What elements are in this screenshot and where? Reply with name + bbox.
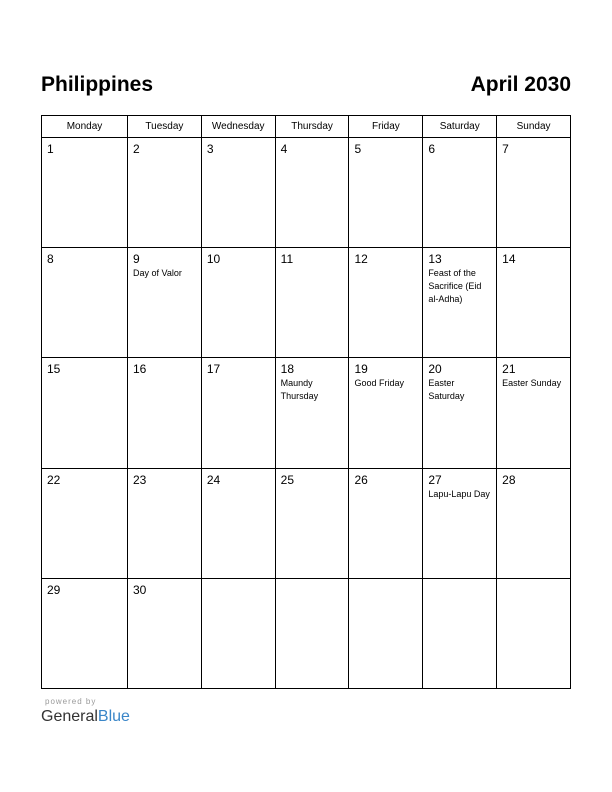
holiday-label: Day of Valor <box>133 268 182 279</box>
weekday-monday: Monday <box>42 116 128 138</box>
day-cell <box>42 248 128 358</box>
day-number: 29 <box>47 582 61 597</box>
day-cell <box>128 358 202 468</box>
holiday-label: Easter Sunday <box>502 378 562 389</box>
calendar-grid <box>41 115 571 689</box>
day-number: 14 <box>502 252 516 267</box>
day-cell <box>497 468 571 578</box>
day-number: 26 <box>354 472 368 487</box>
day-number: 20 <box>428 362 442 377</box>
month-title: April 2030 <box>470 73 571 96</box>
day-number: 6 <box>428 142 435 156</box>
day-number: 15 <box>47 362 61 377</box>
day-number: 1 <box>47 142 54 156</box>
day-cell <box>497 138 571 248</box>
day-number: 9 <box>133 252 140 267</box>
day-cell <box>423 358 497 468</box>
day-cell <box>349 248 423 358</box>
day-cell <box>275 138 349 248</box>
day-cell <box>42 358 128 468</box>
day-cell <box>128 138 202 248</box>
week-row <box>42 468 571 578</box>
calendar-header <box>41 70 571 100</box>
day-number: 30 <box>133 582 147 597</box>
day-cell <box>497 578 571 688</box>
day-number: 3 <box>206 142 214 156</box>
day-cell <box>423 248 497 358</box>
day-number: 25 <box>280 472 295 487</box>
day-number: 16 <box>133 362 147 377</box>
weekday-sunday: Sunday <box>497 116 571 138</box>
day-number: 7 <box>502 142 509 156</box>
weekday-saturday: Saturday <box>423 116 497 138</box>
holiday-label: Maundy Thursday <box>280 378 319 402</box>
weekday-header-row <box>42 116 571 138</box>
day-number: 12 <box>354 252 368 267</box>
day-cell <box>349 578 423 688</box>
day-cell <box>128 248 202 358</box>
day-cell <box>201 578 275 688</box>
day-cell <box>42 468 128 578</box>
day-cell <box>42 138 128 248</box>
day-number: 5 <box>354 142 362 156</box>
calendar-body <box>42 138 571 689</box>
day-number: 28 <box>502 472 516 487</box>
day-number: 18 <box>280 362 295 377</box>
day-number: 2 <box>133 142 140 156</box>
generalblue-logo <box>41 708 130 726</box>
footer-branding <box>41 697 130 726</box>
weekday-tuesday: Tuesday <box>128 116 202 138</box>
day-cell <box>201 468 275 578</box>
brand-general-text: General <box>41 708 98 725</box>
day-cell <box>275 248 349 358</box>
country-title: Philippines <box>41 73 154 96</box>
brand-blue-text: Blue <box>97 708 130 725</box>
day-number: 13 <box>428 252 442 267</box>
week-row <box>42 358 571 468</box>
day-cell <box>349 468 423 578</box>
day-cell <box>128 578 202 688</box>
powered-by-text: powered by <box>45 697 97 706</box>
day-cell <box>201 358 275 468</box>
day-cell <box>423 138 497 248</box>
weekday-friday: Friday <box>349 116 423 138</box>
day-number: 11 <box>280 252 294 267</box>
week-row <box>42 138 571 248</box>
day-cell <box>275 578 349 688</box>
day-cell <box>275 468 349 578</box>
day-number: 21 <box>502 362 516 377</box>
day-cell <box>201 248 275 358</box>
day-number: 22 <box>47 472 61 487</box>
week-row <box>42 248 571 358</box>
day-number: 19 <box>354 362 368 377</box>
day-number: 4 <box>280 142 288 156</box>
day-number: 8 <box>47 252 54 267</box>
week-row <box>42 578 571 688</box>
day-cell <box>497 248 571 358</box>
day-cell <box>349 358 423 468</box>
day-cell <box>497 358 571 468</box>
day-cell <box>423 578 497 688</box>
day-cell <box>42 578 128 688</box>
holiday-label: Easter Saturday <box>428 378 465 402</box>
holiday-label: Lapu-Lapu Day <box>428 488 490 499</box>
weekday-thursday: Thursday <box>275 116 349 138</box>
day-cell <box>201 138 275 248</box>
day-cell <box>423 468 497 578</box>
day-number: 10 <box>206 252 221 267</box>
day-number: 27 <box>428 472 442 487</box>
weekday-wednesday: Wednesday <box>201 116 275 138</box>
day-cell <box>275 358 349 468</box>
holiday-label: Good Friday <box>354 378 405 389</box>
day-cell <box>128 468 202 578</box>
day-number: 17 <box>206 362 221 377</box>
day-number: 24 <box>206 472 221 487</box>
day-number: 23 <box>133 472 147 487</box>
day-cell <box>349 138 423 248</box>
holiday-label: Feast of the Sacrifice (Eid al-Adha) <box>428 268 482 305</box>
